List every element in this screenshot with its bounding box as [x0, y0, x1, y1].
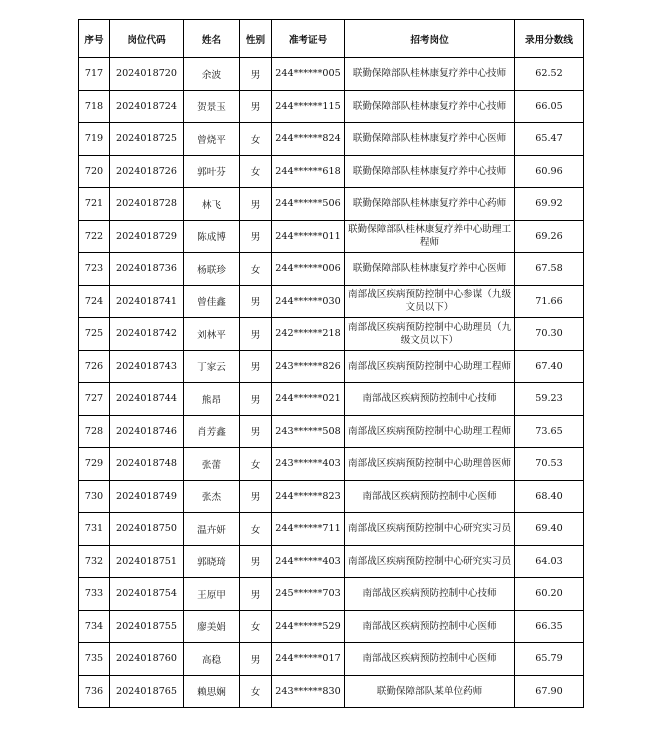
- cell-post: 联勤保障部队桂林康复疗养中心医师: [345, 123, 515, 156]
- cell-score: 66.05: [515, 90, 584, 123]
- table-row: [79, 90, 584, 123]
- cell-seq: 729: [79, 448, 110, 481]
- cell-seq: 721: [79, 188, 110, 221]
- table-row: [79, 155, 584, 188]
- cell-score: 59.23: [515, 383, 584, 416]
- cell-post-code: 2024018729: [110, 220, 184, 253]
- cell-score: 67.40: [515, 350, 584, 383]
- cell-gender: 男: [240, 318, 272, 351]
- header-score: 录用分数线: [515, 20, 584, 58]
- header-post-code: 岗位代码: [110, 20, 184, 58]
- cell-seq: 722: [79, 220, 110, 253]
- cell-score: 67.90: [515, 675, 584, 708]
- table-row: [79, 610, 584, 643]
- cell-exam-no: 245******703: [272, 578, 345, 611]
- cell-exam-no: 244******403: [272, 545, 345, 578]
- cell-post: 南部战区疾病预防控制中心助理兽医师: [345, 448, 515, 481]
- cell-name: 林飞: [184, 188, 240, 221]
- cell-exam-no: 244******030: [272, 285, 345, 318]
- cell-score: 64.03: [515, 545, 584, 578]
- cell-seq: 726: [79, 350, 110, 383]
- cell-seq: 734: [79, 610, 110, 643]
- cell-score: 69.26: [515, 220, 584, 253]
- cell-seq: 720: [79, 155, 110, 188]
- cell-post-code: 2024018755: [110, 610, 184, 643]
- cell-seq: 731: [79, 513, 110, 546]
- cell-post-code: 2024018736: [110, 253, 184, 286]
- cell-seq: 718: [79, 90, 110, 123]
- cell-post-code: 2024018746: [110, 415, 184, 448]
- cell-post: 南部战区疾病预防控制中心助理员（九级文员以下）: [345, 318, 515, 351]
- cell-gender: 女: [240, 513, 272, 546]
- cell-post-code: 2024018760: [110, 643, 184, 676]
- cell-exam-no: 244******005: [272, 58, 345, 91]
- cell-post-code: 2024018744: [110, 383, 184, 416]
- table-row: [79, 220, 584, 253]
- table-row: [79, 513, 584, 546]
- cell-seq: 724: [79, 285, 110, 318]
- cell-exam-no: 244******006: [272, 253, 345, 286]
- cell-post-code: 2024018751: [110, 545, 184, 578]
- cell-score: 65.47: [515, 123, 584, 156]
- cell-gender: 男: [240, 58, 272, 91]
- table-row: [79, 123, 584, 156]
- table-row: [79, 448, 584, 481]
- cell-post: 联勤保障部队桂林康复疗养中心技师: [345, 58, 515, 91]
- cell-name: 余波: [184, 58, 240, 91]
- cell-seq: 723: [79, 253, 110, 286]
- cell-score: 70.30: [515, 318, 584, 351]
- cell-exam-no: 244******506: [272, 188, 345, 221]
- cell-score: 69.92: [515, 188, 584, 221]
- cell-post-code: 2024018765: [110, 675, 184, 708]
- cell-post-code: 2024018749: [110, 480, 184, 513]
- cell-exam-no: 244******529: [272, 610, 345, 643]
- cell-gender: 男: [240, 545, 272, 578]
- cell-exam-no: 243******403: [272, 448, 345, 481]
- cell-post-code: 2024018724: [110, 90, 184, 123]
- cell-name: 温卉妍: [184, 513, 240, 546]
- table-row: [79, 318, 584, 351]
- cell-post: 联勤保障部队桂林康复疗养中心药师: [345, 188, 515, 221]
- cell-exam-no: 243******830: [272, 675, 345, 708]
- cell-name: 郭叶芬: [184, 155, 240, 188]
- cell-post: 南部战区疾病预防控制中心技师: [345, 383, 515, 416]
- cell-exam-no: 244******824: [272, 123, 345, 156]
- cell-gender: 男: [240, 90, 272, 123]
- cell-score: 65.79: [515, 643, 584, 676]
- cell-post: 南部战区疾病预防控制中心医师: [345, 610, 515, 643]
- cell-name: 肖芳鑫: [184, 415, 240, 448]
- table-row: [79, 253, 584, 286]
- header-name: 姓名: [184, 20, 240, 58]
- cell-name: 杨联珍: [184, 253, 240, 286]
- cell-post: 南部战区疾病预防控制中心助理工程师: [345, 415, 515, 448]
- cell-post-code: 2024018726: [110, 155, 184, 188]
- cell-post-code: 2024018743: [110, 350, 184, 383]
- table-row: [79, 480, 584, 513]
- cell-post: 南部战区疾病预防控制中心助理工程师: [345, 350, 515, 383]
- cell-name: 廖美娟: [184, 610, 240, 643]
- cell-exam-no: 244******115: [272, 90, 345, 123]
- cell-gender: 女: [240, 610, 272, 643]
- cell-post: 南部战区疾病预防控制中心研究实习员: [345, 513, 515, 546]
- cell-score: 69.40: [515, 513, 584, 546]
- cell-gender: 男: [240, 188, 272, 221]
- cell-gender: 男: [240, 643, 272, 676]
- cell-name: 熊昂: [184, 383, 240, 416]
- cell-name: 张杰: [184, 480, 240, 513]
- table-row: [79, 415, 584, 448]
- cell-seq: 730: [79, 480, 110, 513]
- cell-gender: 男: [240, 578, 272, 611]
- cell-post: 联勤保障部队桂林康复疗养中心技师: [345, 90, 515, 123]
- cell-gender: 男: [240, 350, 272, 383]
- table-body: [79, 58, 584, 708]
- cell-exam-no: 244******711: [272, 513, 345, 546]
- cell-gender: 女: [240, 123, 272, 156]
- cell-seq: 717: [79, 58, 110, 91]
- cell-post: 南部战区疾病预防控制中心研究实习员: [345, 545, 515, 578]
- cell-post: 联勤保障部队桂林康复疗养中心技师: [345, 155, 515, 188]
- cell-name: 贺景玉: [184, 90, 240, 123]
- table-row: [79, 350, 584, 383]
- cell-post: 联勤保障部队桂林康复疗养中心助理工程师: [345, 220, 515, 253]
- table-row: [79, 58, 584, 91]
- table-row: [79, 383, 584, 416]
- cell-score: 60.96: [515, 155, 584, 188]
- cell-post: 南部战区疾病预防控制中心医师: [345, 480, 515, 513]
- cell-exam-no: 244******021: [272, 383, 345, 416]
- cell-score: 66.35: [515, 610, 584, 643]
- cell-name: 曾佳鑫: [184, 285, 240, 318]
- cell-gender: 女: [240, 448, 272, 481]
- cell-post-code: 2024018742: [110, 318, 184, 351]
- table-row: [79, 545, 584, 578]
- cell-gender: 男: [240, 285, 272, 318]
- cell-seq: 725: [79, 318, 110, 351]
- cell-exam-no: 243******826: [272, 350, 345, 383]
- cell-post: 南部战区疾病预防控制中心医师: [345, 643, 515, 676]
- cell-gender: 男: [240, 383, 272, 416]
- cell-exam-no: 244******823: [272, 480, 345, 513]
- cell-score: 67.58: [515, 253, 584, 286]
- table-row: [79, 188, 584, 221]
- cell-post-code: 2024018725: [110, 123, 184, 156]
- cell-exam-no: 243******508: [272, 415, 345, 448]
- cell-post-code: 2024018741: [110, 285, 184, 318]
- cell-post-code: 2024018748: [110, 448, 184, 481]
- cell-exam-no: 244******011: [272, 220, 345, 253]
- cell-post: 南部战区疾病预防控制中心参谋（九级文员以下）: [345, 285, 515, 318]
- header-gender: 性别: [240, 20, 272, 58]
- cell-gender: 女: [240, 155, 272, 188]
- cell-seq: 732: [79, 545, 110, 578]
- cell-post-code: 2024018750: [110, 513, 184, 546]
- cell-gender: 男: [240, 415, 272, 448]
- cell-name: 张蕾: [184, 448, 240, 481]
- table-row: [79, 643, 584, 676]
- cell-gender: 男: [240, 480, 272, 513]
- cell-post-code: 2024018754: [110, 578, 184, 611]
- cell-seq: 735: [79, 643, 110, 676]
- cell-name: 陈成博: [184, 220, 240, 253]
- cell-post: 联勤保障部队桂林康复疗养中心医师: [345, 253, 515, 286]
- cell-seq: 736: [79, 675, 110, 708]
- cell-score: 62.52: [515, 58, 584, 91]
- cell-post-code: 2024018728: [110, 188, 184, 221]
- cell-post: 联勤保障部队某单位药师: [345, 675, 515, 708]
- header-seq: 序号: [79, 20, 110, 58]
- cell-seq: 727: [79, 383, 110, 416]
- cell-name: 刘林平: [184, 318, 240, 351]
- admission-score-table: [78, 19, 584, 708]
- cell-post: 南部战区疾病预防控制中心技师: [345, 578, 515, 611]
- cell-name: 曾烧平: [184, 123, 240, 156]
- cell-name: 高稳: [184, 643, 240, 676]
- cell-gender: 女: [240, 675, 272, 708]
- table-row: [79, 675, 584, 708]
- cell-score: 71.66: [515, 285, 584, 318]
- header-exam-no: 准考证号: [272, 20, 345, 58]
- cell-score: 60.20: [515, 578, 584, 611]
- cell-name: 王原甲: [184, 578, 240, 611]
- cell-exam-no: 244******017: [272, 643, 345, 676]
- cell-score: 73.65: [515, 415, 584, 448]
- cell-gender: 女: [240, 253, 272, 286]
- cell-score: 68.40: [515, 480, 584, 513]
- cell-name: 赖思娴: [184, 675, 240, 708]
- cell-seq: 719: [79, 123, 110, 156]
- table-row: [79, 578, 584, 611]
- table-header-row: [79, 20, 584, 58]
- cell-seq: 728: [79, 415, 110, 448]
- cell-name: 郭晓琦: [184, 545, 240, 578]
- cell-exam-no: 242******218: [272, 318, 345, 351]
- cell-seq: 733: [79, 578, 110, 611]
- cell-name: 丁家云: [184, 350, 240, 383]
- cell-score: 70.53: [515, 448, 584, 481]
- table-row: [79, 285, 584, 318]
- cell-post-code: 2024018720: [110, 58, 184, 91]
- header-post: 招考岗位: [345, 20, 515, 58]
- cell-exam-no: 244******618: [272, 155, 345, 188]
- cell-gender: 男: [240, 220, 272, 253]
